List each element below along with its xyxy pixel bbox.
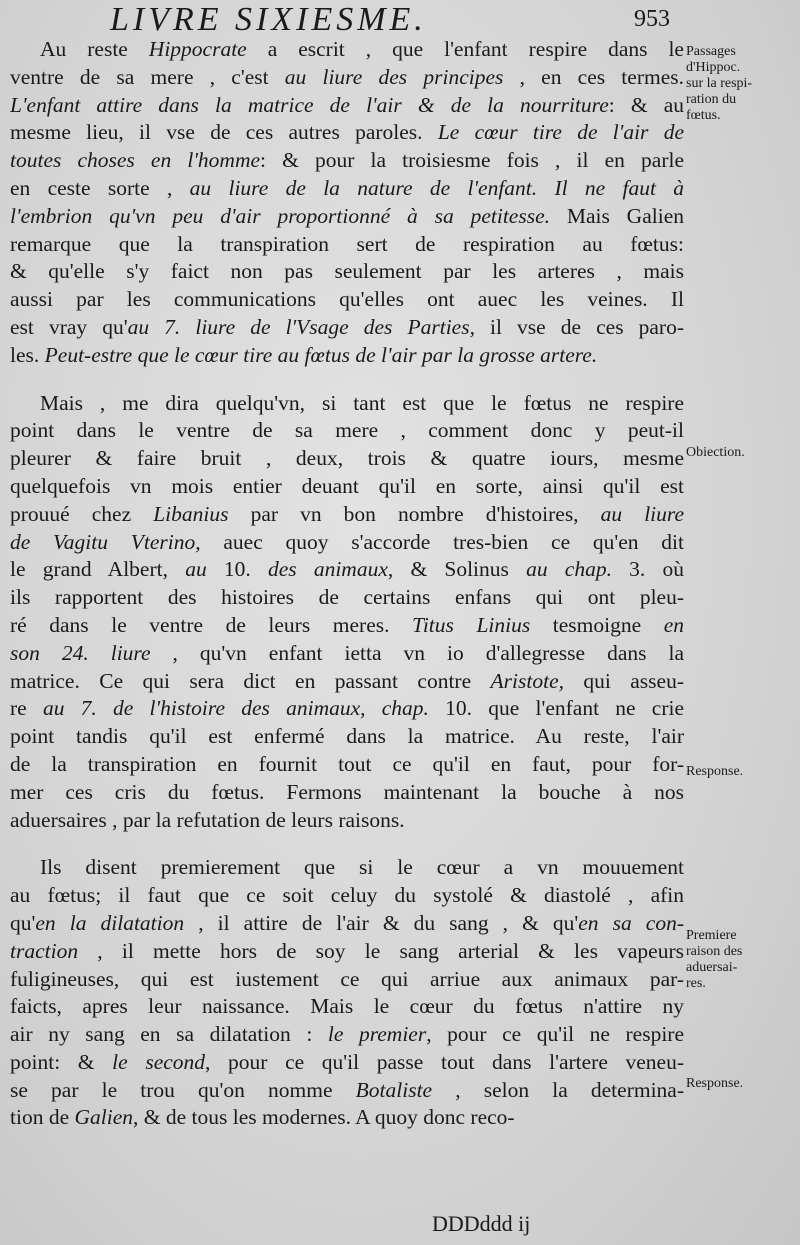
italic-text: au (185, 557, 207, 582)
text-line (10, 882, 684, 910)
italic-text: Galien (74, 1105, 134, 1130)
roman-text: auec quoy s'accorde tres-bien ce qu'en dit (200, 529, 684, 554)
roman-text: Ils disent premierement que si le cœur a vn mouuement (40, 855, 684, 880)
roman-text: ventre de sa mere , c'est (10, 64, 285, 89)
roman-text: aussi par les communications qu'elles ont auec les veines. Il (10, 287, 684, 312)
text-line (10, 807, 684, 835)
italic-text: Titus Linius (412, 612, 531, 637)
roman-text: point dans le ventre de sa mere , comment donc y peut-il (10, 418, 684, 443)
roman-text: quelquefois vn mois entier deuant qu'il en sorte, ainsi qu'il est (10, 473, 684, 498)
roman-text: mer ces cris du fœtus. Fermons maintenant la bouche à nos (10, 779, 684, 804)
italic-text: des animaux (267, 557, 388, 582)
italic-text: Aristote, (490, 668, 564, 693)
italic-text: au liure (600, 501, 684, 526)
page-number: 953 (634, 6, 670, 32)
roman-text: , il attire de l'air & du sang , & qu' (184, 910, 579, 935)
roman-text: Mais Galien (549, 203, 684, 228)
text-line (10, 938, 684, 966)
text-line (10, 175, 684, 203)
italic-text: le premier (327, 1022, 427, 1047)
text-line (10, 1049, 684, 1077)
text-line (10, 854, 684, 882)
italic-text: Botaliste (355, 1077, 433, 1102)
text-line (10, 612, 684, 640)
italic-text: au 7. de l'histoire des animaux, chap. (42, 696, 429, 721)
roman-text: mesme lieu, il vse de ces autres paroles. (10, 120, 438, 145)
text-line (10, 92, 684, 120)
roman-text: Mais , me dira quelqu'vn, si tant est que le fœtus ne respire (40, 390, 684, 415)
text-line (10, 286, 684, 314)
text-line (10, 1104, 684, 1132)
roman-text: & qu'elle s'y faict non pas seulement par les arteres , mais (10, 259, 684, 284)
roman-text: air ny sang en sa dilatation : (10, 1022, 328, 1047)
text-line (10, 445, 684, 473)
roman-text: ré dans le ventre de leurs meres. (10, 612, 413, 637)
paragraph-gap (10, 834, 684, 854)
italic-text: L'enfant attire dans la matrice de l'air & de la nourriture (10, 92, 609, 117)
roman-text: les. (10, 342, 45, 367)
roman-text: par vn bon nombre d'histoires, (228, 501, 601, 526)
italic-text: Libanius (153, 501, 229, 526)
paragraph-gap (10, 370, 684, 390)
margin-note: Response. (686, 764, 744, 779)
text-line (10, 342, 684, 370)
text-line (10, 910, 684, 938)
italic-text: au 7. liure de l'Vsage des Parties, (127, 314, 475, 339)
italic-text: en (663, 612, 684, 637)
roman-text: Au reste (40, 37, 149, 61)
text-line (10, 258, 684, 286)
italic-text: le second (112, 1049, 206, 1074)
italic-text: au liure de la nature de l'enfant. Il ne faut à (189, 175, 684, 200)
roman-text: de la transpiration en fournit tout ce qu'il en faut, pour for- (10, 751, 684, 776)
italic-text: l'embrion qu'vn peu d'air proportionné à sa petitesse. (10, 203, 550, 228)
roman-text: : & pour la troisiesme fois , il en parle (260, 148, 684, 173)
italic-text: de Vagitu Vterino, (10, 529, 201, 554)
roman-text: : & au (608, 92, 684, 117)
italic-text: Le cœur tire de l'air de (437, 120, 684, 145)
roman-text: 10. (206, 557, 268, 582)
text-line (10, 1077, 684, 1105)
italic-text: Peut-estre que le cœur tire au fœtus de l'air par la grosse artere. (44, 342, 598, 367)
text-line (10, 64, 684, 92)
roman-text: remarque que la transpiration sert de respiration au fœtus: (10, 231, 684, 256)
text-line (10, 966, 684, 994)
text-line (10, 751, 684, 779)
roman-text: au fœtus; il faut que ce soit celuy du systolé & diastolé , afin (10, 883, 684, 908)
roman-text: aduersaires , par la refutation de leurs raisons. (10, 807, 405, 832)
roman-text: le grand Albert, (10, 557, 186, 582)
roman-text: est vray qu' (10, 314, 128, 339)
margin-note: Passages d'Hippoc. sur la respi- ration du fœtus. (686, 44, 753, 123)
roman-text: 10. que l'enfant ne crie (428, 696, 684, 721)
roman-text: il vse de ces paro- (474, 314, 684, 339)
roman-text: tesmoigne (530, 612, 664, 637)
roman-text: prouué chez (10, 501, 154, 526)
text-line (10, 203, 684, 231)
roman-text: , pour ce qu'il ne respire (426, 1022, 684, 1047)
roman-text: qui asseu- (564, 668, 684, 693)
italic-text: au liure des principes (284, 64, 504, 89)
roman-text: , il mette hors de soy le sang arterial & les vapeurs (78, 938, 684, 963)
roman-text: a escrit , que l'enfant respire dans le (246, 37, 684, 61)
text-line (10, 119, 684, 147)
roman-text: tion de (10, 1105, 75, 1130)
roman-text: 3. où (611, 557, 684, 582)
signature-mark: DDDddd ij (432, 1211, 531, 1236)
roman-text: pleurer & faire bruit , deux, trois & quatre iours, mesme (10, 446, 684, 471)
margin-note: Obiection. (686, 445, 745, 460)
roman-text: ils rapportent des histoires de certains enfans qui ont pleu- (10, 585, 684, 610)
italic-text: toutes choses en l'homme (10, 148, 261, 173)
body-text (10, 36, 684, 1132)
roman-text: , & de tous les modernes. A quoy donc reco- (133, 1105, 515, 1130)
roman-text: re (10, 696, 43, 721)
roman-text: point: & (10, 1049, 113, 1074)
roman-text: se par le trou qu'on nomme (10, 1077, 356, 1102)
text-line (10, 529, 684, 557)
roman-text: , qu'vn enfant ietta vn io d'allegresse dans la (150, 640, 684, 665)
margin-note: Premiere raison des aduersai- res. (686, 928, 743, 991)
roman-text: point tandis qu'il est enfermé dans la matrice. Au reste, l'air (10, 724, 684, 749)
text-line (10, 584, 684, 612)
italic-text: au chap. (526, 557, 612, 582)
roman-text: , selon la determina- (432, 1077, 684, 1102)
text-line (10, 993, 684, 1021)
roman-text: , pour ce qu'il passe tout dans l'artere veneu- (205, 1049, 684, 1074)
roman-text: en ceste sorte , (10, 175, 190, 200)
text-line (10, 640, 684, 668)
text-line (10, 231, 684, 259)
roman-text: , & Solinus (387, 557, 527, 582)
text-line (10, 147, 684, 175)
text-line (10, 390, 684, 418)
roman-text: matrice. Ce qui sera dict en passant contre (10, 668, 491, 693)
text-line (10, 695, 684, 723)
text-line (10, 473, 684, 501)
text-line (10, 723, 684, 751)
text-line (10, 668, 684, 696)
italic-text: en la dilatation (35, 910, 185, 935)
text-line (10, 314, 684, 342)
italic-text: traction (10, 938, 79, 963)
roman-text: fuligineuses, qui est iustement ce qui arriue aux animaux par- (10, 966, 684, 991)
text-line (10, 36, 684, 64)
roman-text: qu' (10, 910, 36, 935)
text-line (10, 779, 684, 807)
italic-text: son 24. liure (10, 640, 151, 665)
roman-text: , en ces termes. (503, 64, 684, 89)
text-line (10, 501, 684, 529)
roman-text: faicts, apres leur naissance. Mais le cœur du fœtus n'attire ny (10, 994, 684, 1019)
text-line (10, 1021, 684, 1049)
italic-text: en sa con- (578, 910, 684, 935)
text-line (10, 556, 684, 584)
italic-text: Hippocrate (148, 37, 247, 61)
running-title: LIVRE SIXIESME. (110, 1, 427, 38)
text-line (10, 417, 684, 445)
margin-note: Response. (686, 1076, 744, 1091)
